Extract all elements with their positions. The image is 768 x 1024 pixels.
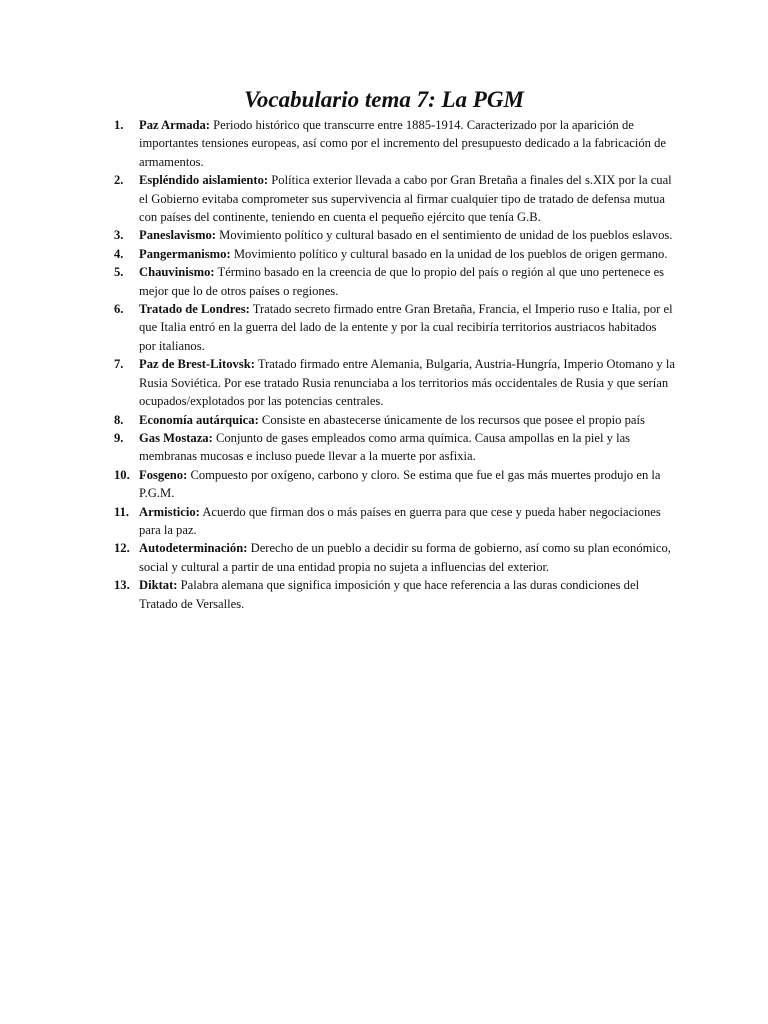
item-number: 3. <box>114 228 124 243</box>
item-number: 11. <box>114 504 130 519</box>
list-item <box>114 263 676 300</box>
item-definition: Compuesto por oxígeno, carbono y cloro. Se estima que fue el gas más muertes produjo en la P.G.M. <box>139 467 661 501</box>
list-item <box>114 355 676 410</box>
item-term: Espléndido aislamiento: <box>139 173 269 188</box>
item-definition: Palabra alemana que significa imposición y que hace referencia a las duras condiciones del Tratado de Versalles. <box>139 578 640 611</box>
item-definition: Periodo histórico que transcurre entre 1885-1914. Caracterizado por la aparición de importantes tensiones europeas, así como por el incremento del presupuesto dedicado a la fabricación de armamentos. <box>139 118 667 169</box>
item-number: 7. <box>114 357 124 372</box>
item-number: 13. <box>114 578 130 593</box>
item-definition: Tratado secreto firmado entre Gran Bretaña, Francia, el Imperio ruso e Italia, por el que Italia entró en la guerra del lado de la entente y por la cual recibiría territorios austriacos habitados por italianos. <box>139 302 673 353</box>
item-number: 9. <box>114 430 124 445</box>
item-number: 4. <box>114 246 124 261</box>
list-item <box>114 503 676 540</box>
list-item <box>114 576 676 613</box>
item-term: Tratado de Londres: <box>139 302 250 317</box>
item-number: 1. <box>114 118 124 132</box>
list-item <box>114 411 676 429</box>
list-item <box>114 466 676 503</box>
list-item <box>114 171 676 226</box>
item-definition: Derecho de un pueblo a decidir su forma de gobierno, así como su plan económico, social y cultural a partir de una entidad propia no sujeta a influencias del exterior. <box>139 541 671 574</box>
item-definition: Término basado en la creencia de que lo propio del país o región al que uno pertenece es mejor que lo de otros países o regiones. <box>139 265 665 298</box>
item-number: 5. <box>114 265 124 280</box>
item-term: Paz Armada: <box>139 118 210 132</box>
item-definition: Acuerdo que firman dos o más países en guerra para que cese y pueda haber negociaciones para la paz. <box>139 504 661 537</box>
list-item <box>114 539 676 576</box>
item-number: 6. <box>114 302 124 317</box>
item-term: Paz de Brest-Litovsk: <box>139 357 255 372</box>
item-definition: Tratado firmado entre Alemania, Bulgaria, Austria-Hungría, Imperio Otomano y la Rusia Soviética. Por ese tratado Rusia renunciaba a los territorios más occidentales de Rusia y que serían ocupados/explotados por las potencias centrales. <box>139 357 675 409</box>
item-term: Chauvinismo: <box>139 265 215 280</box>
list-item <box>114 300 676 355</box>
item-term: Fosgeno: <box>139 467 188 482</box>
item-term: Pangermanismo: <box>139 246 231 261</box>
list-item <box>114 226 676 244</box>
item-definition: Consiste en abastecerse únicamente de los recursos que posee el propio país <box>261 412 645 427</box>
list-item <box>114 429 676 466</box>
item-term: Armisticio: <box>139 504 200 519</box>
vocabulary-list <box>114 116 676 613</box>
item-number: 8. <box>114 412 124 427</box>
item-term: Diktat: <box>139 578 178 593</box>
item-term: Gas Mostaza: <box>139 430 213 445</box>
item-number: 12. <box>114 541 130 556</box>
item-definition: Movimiento político y cultural basado en el sentimiento de unidad de los pueblos eslavos. <box>219 228 673 243</box>
item-number: 2. <box>114 173 124 188</box>
page-title: Vocabulario tema 7: La PGM <box>244 87 524 112</box>
list-item <box>114 245 676 263</box>
item-term: Paneslavismo: <box>139 228 216 243</box>
item-definition: Conjunto de gases empleados como arma química. Causa ampollas en la piel y las membranas mucosas e incluso puede llevar a la muerte por asfixia. <box>139 430 631 464</box>
item-term: Autodeterminación: <box>139 541 248 556</box>
item-number: 10. <box>114 467 130 482</box>
item-definition: Política exterior llevada a cabo por Gran Bretaña a finales del s.XIX por la cual el Gobierno evitaba comprometer sus supervivencia al firmar cualquier tipo de tratado de defensa mutua con países del continente, teniendo en cuenta el pequeño ejército que tenía G.B. <box>139 173 672 225</box>
item-term: Economía autárquica: <box>139 412 259 427</box>
item-definition: Movimiento político y cultural basado en la unidad de los pueblos de origen germano. <box>233 246 668 261</box>
list-item <box>114 116 676 171</box>
